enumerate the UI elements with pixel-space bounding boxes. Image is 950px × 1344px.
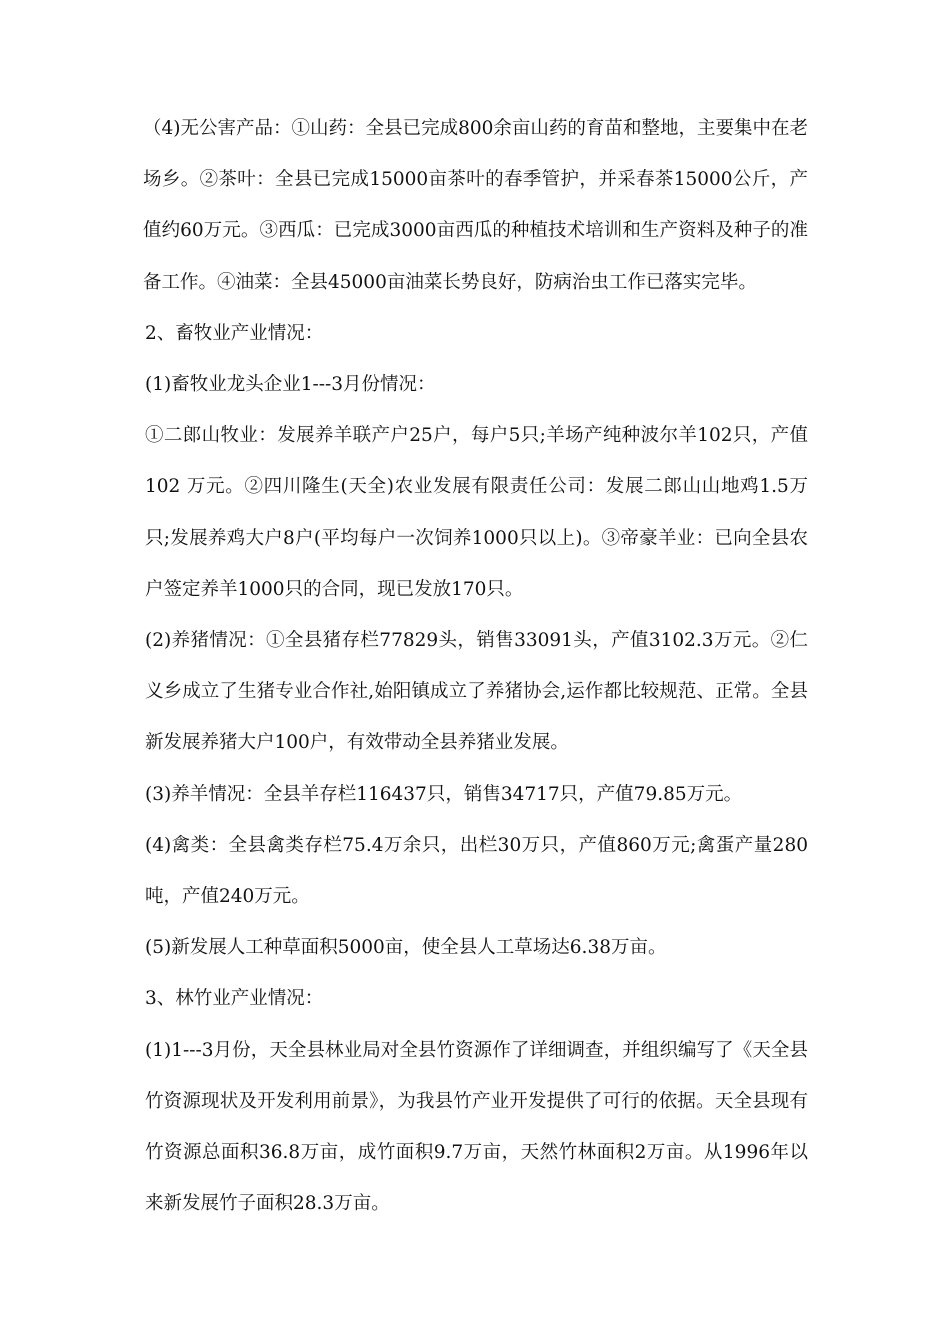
paragraph-bamboo-resources: (1)1---3月份，天全县林业局对全县竹资源作了详细调查，并组织编写了《天全县竹资源现状及开发利用前景》，为我县竹产业开发提供了可行的依据。天全县现有竹资源总面积36.8万亩，成竹面积9.7万亩，天然竹林面积2万亩。从1996年以来新发展竹子面积28.3万亩。 xyxy=(145,1039,808,1215)
paragraph-pig-farming: (2)养猪情况：①全县猪存栏77829头，销售33091头，产值3102.3万元。②仁义乡成立了生猪专业合作社,始阳镇成立了养猪协会,运作都比较规范、正常。全县新发展养猪大户100户，有效带动全县养猪业发展。 xyxy=(145,630,808,754)
heading-livestock-industry: 2、畜牧业产业情况： xyxy=(145,322,324,344)
paragraph-artificial-grass: (5)新发展人工种草面积5000亩，使全县人工草场达6.38万亩。 xyxy=(145,937,667,959)
document-body xyxy=(143,103,808,1229)
paragraph-pollution-free-products: （4)无公害产品：①山药：全县已完成800余亩山药的育苗和整地，主要集中在老场乡。②茶叶：全县已完成15000亩茶叶的春季管护，并采春茶15000公斤，产值约60万元。③西瓜：已完成3000亩西瓜的种植技术培训和生产资料及种子的准备工作。④油菜：全县45000亩油菜长势良好，防病治虫工作已落实完毕。 xyxy=(143,118,808,293)
paragraph-poultry: (4)禽类：全县禽类存栏75.4万余只，出栏30万只，产值860万元;禽蛋产量280吨，产值240万元。 xyxy=(145,834,808,908)
paragraph-livestock-leading-enterprises: (1)畜牧业龙头企业1---3月份情况： xyxy=(145,374,436,396)
paragraph-erlangshan-and-others: ①二郎山牧业：发展养羊联产户25户，每户5只;羊场产纯种波尔羊102只，产值 102 万元。②四川隆生(天全)农业发展有限责任公司：发展二郎山山地鸡1.5万只;发展养鸡大户8户(平均每户一次饲养1000只以上)。③帝豪羊业：已向全县农户签定养羊1000只的合同，现已发放170只。 xyxy=(145,425,808,600)
heading-forestry-bamboo: 3、林竹业产业情况： xyxy=(145,988,324,1010)
paragraph-sheep-farming: (3)养羊情况：全县羊存栏116437只，销售34717只，产值79.85万元。 xyxy=(145,783,743,805)
